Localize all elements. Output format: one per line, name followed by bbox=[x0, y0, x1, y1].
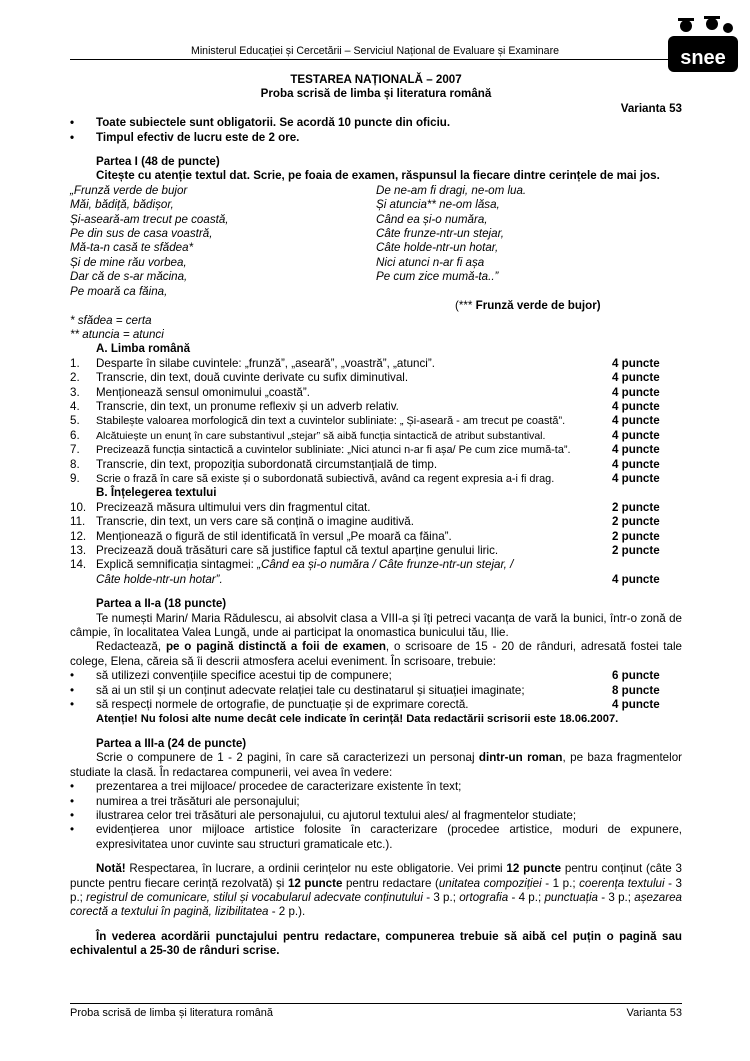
list-item: • să utilizezi convențiile specifice acestui tip de compunere; 6 puncte bbox=[70, 669, 660, 683]
list-item: 11. Transcrie, din text, un vers care să conțină o imagine auditivă. 2 puncte bbox=[70, 515, 660, 529]
final-requirement: În vederea acordării punctajului pentru redactare, compunerea trebuie să aibă cel puțin o pagină sau echivalentul a 25-30 de rânduri scrise. bbox=[70, 929, 682, 958]
poem-source: (*** Frunză verde de bujor) bbox=[455, 299, 601, 313]
list-item: 2. Transcrie, din text, două cuvinte derivate cu sufix diminutival. 4 puncte bbox=[70, 371, 660, 385]
list-item: • numirea a trei trăsături ale personajului; bbox=[70, 794, 300, 808]
list-item: • evidențierea unor mijloace artistice folosite în caracterizare (procedee artistice, moduri de expunere, expresivitatea unor cuvinte sau structuri gramaticale etc.). bbox=[70, 823, 682, 851]
list-item: 5. Stabilește valoarea morfologică din text a cuvintelor subliniate: „ Și-aseară - am trecut pe coastă”. 4 puncte bbox=[70, 414, 660, 428]
part3-title: Partea a III-a (24 de puncte) bbox=[96, 736, 247, 750]
list-item: 3. Menționează sensul omonimului „coastă”. 4 puncte bbox=[70, 385, 660, 399]
grading-note: Notă! Respectarea, în lucrare, a ordinii cerințelor nu este obligatorie. Vei primi 12 puncte pentru conținut (câte 3 puncte pentru fiecare cerință rezolvată) și 12 puncte pentru redactare (unitatea compoziției - 1 p.; coerența textului - 3 p.; registrul de comunicare, stilul și vocabularul adecvate conținutului - 3 p.; ortografia - 4 p.; punctuația - 3 p.; așezarea corectă a textului în pagină, lizibilitatea - 2 p.). bbox=[70, 862, 682, 919]
page-header: Ministerul Educației și Cercetării – Serviciul Național de Evaluare și Examinare bbox=[191, 45, 559, 57]
list-item: 12. Menționează o figură de stil identificată în versul „Pe moară ca făina”. 2 puncte bbox=[70, 529, 660, 543]
note-1: * sfădea = certa bbox=[70, 313, 152, 327]
title-1: TESTAREA NAȚIONALĂ – 2007 bbox=[290, 73, 462, 86]
poem bbox=[70, 184, 682, 299]
list-item: 8. Transcrie, din text, propoziția subordonată circumstanțială de timp. 4 puncte bbox=[70, 457, 660, 471]
list-item: • ilustrarea celor trei trăsături ale personajului, cu ajutorul textului ales/ al fragmentelor studiate; bbox=[70, 808, 577, 822]
part3-text: Scrie o compunere de 1 - 2 pagini, în care să caracterizezi un personaj dintr-un roman, pe baza fragmentelor studiate la clasă. În redactarea compunerii, vei avea în vedere: bbox=[70, 751, 683, 779]
list-item: 4. Transcrie, din text, un pronume reflexiv și un adverb relativ. 4 puncte bbox=[70, 399, 660, 413]
header-divider bbox=[70, 59, 682, 60]
section-a-title: A. Limba română bbox=[96, 342, 191, 356]
snee-logo bbox=[666, 14, 742, 78]
list-item: 9. Scrie o frază în care să existe și o subordonată subiectivă, având ca regent expresia a-i fi drag. 4 puncte bbox=[70, 471, 660, 485]
section-b-items bbox=[70, 501, 682, 587]
variant-label: Varianta 53 bbox=[620, 101, 682, 115]
poem-left-column: „Frunză verde de bujor Măi, bădiță, bădișor, Și-aseară-am trecut pe coastă, Pe din sus de casa voastră, Mă-ta-n casă te sfădea* Și de mine rău vorbea, Dar că de s-ar măcina, Pe moară ca făina, bbox=[70, 183, 229, 298]
part2-warning: Atenție! Nu folosi alte nume decât cele indicate în cerință! Data redactării scrisorii este 18.06.2007. bbox=[96, 713, 619, 726]
part2-text-2: Redactează, pe o pagină distinctă a foii de examen, o scrisoare de 15 - 20 de rânduri, adresată fostei tale colege, Elena, căreia să îi descrii atmosfera acelui eveniment. În scrisoare, trebuie: bbox=[70, 640, 682, 668]
footer-divider bbox=[70, 1003, 682, 1004]
note-2: ** atuncia = atunci bbox=[70, 327, 164, 341]
list-item: • să ai un stil și un conținut adecvate relației tale cu destinatarul și situației imaginate; 8 puncte bbox=[70, 683, 660, 697]
list-item: 13. Precizează două trăsături care să justifice faptul că textul aparține genului liric. 2 puncte bbox=[70, 544, 660, 557]
list-item: 7. Precizează funcția sintactică a cuvintelor subliniate: „Nici atunci n-ar fi așa/ Pe cum zice mumă-ta”. 4 puncte bbox=[70, 443, 660, 457]
footer-variant: Varianta 53 bbox=[626, 1007, 682, 1019]
exam-page bbox=[70, 73, 682, 959]
part1-title: Partea I (48 de puncte) bbox=[96, 155, 220, 169]
list-item: 6. Alcătuiește un enunț în care substantivul „stejar” să aibă funcția sintactică de atribut substantival. 4 puncte bbox=[70, 428, 660, 442]
part2-title: Partea a II-a (18 puncte) bbox=[96, 597, 227, 611]
list-item: • să respecți normele de ortografie, de punctuație și de exprimare corectă. 4 puncte bbox=[70, 698, 660, 712]
list-item: Câte holde-ntr-un hotar”. 4 puncte bbox=[96, 572, 660, 586]
poem-right-column: De ne-am fi dragi, ne-om lua. Și atuncia** ne-om lăsa, Când ea și-o număra, Câte frunze-ntr-un stejar, Câte holde-ntr-un hotar, Nici atunci n-ar fi așa Pe cum zice mumă-ta..” bbox=[376, 183, 527, 284]
section-b-title: B. Înțelegerea textului bbox=[96, 486, 217, 500]
part2-text-1: Te numești Marin/ Maria Rădulescu, ai absolvit clasa a VIII-a și îți petreci vacanța de vară la bunici, într-o zonă de câmpie, în localitatea Valea Lungă, unde ai participat la onomastica bunicului tău, Ilie. bbox=[70, 611, 682, 640]
footer-subject: Proba scrisă de limba și literatura română bbox=[70, 1007, 273, 1019]
logo-text: snee bbox=[680, 47, 726, 69]
section-a-items bbox=[70, 357, 682, 487]
rule-2: • Timpul efectiv de lucru este de 2 ore. bbox=[70, 130, 300, 144]
title-2: Proba scrisă de limba și literatura română bbox=[260, 87, 492, 101]
list-item: • prezentarea a trei mijloace/ procedee de caracterizare existente în text; bbox=[70, 780, 462, 794]
list-item: 14. Explică semnificația sintagmei: „Când ea și-o număra / Câte frunze-ntr-un stejar, / bbox=[70, 558, 514, 572]
part1-instructions: Citește cu atenție textul dat. Scrie, pe foaia de examen, răspunsul la fiecare dintre cerințele de mai jos. bbox=[96, 169, 660, 183]
page-footer bbox=[70, 1006, 682, 1020]
rule-1: • Toate subiectele sunt obligatorii. Se acordă 10 puncte din oficiu. bbox=[70, 116, 451, 130]
list-item: 1. Desparte în silabe cuvintele: „frunză”, „aseară”, „voastră”, „atunci”. 4 puncte bbox=[70, 356, 660, 370]
list-item: 10. Precizează măsura ultimului vers din fragmentul citat. 2 puncte bbox=[70, 500, 660, 514]
